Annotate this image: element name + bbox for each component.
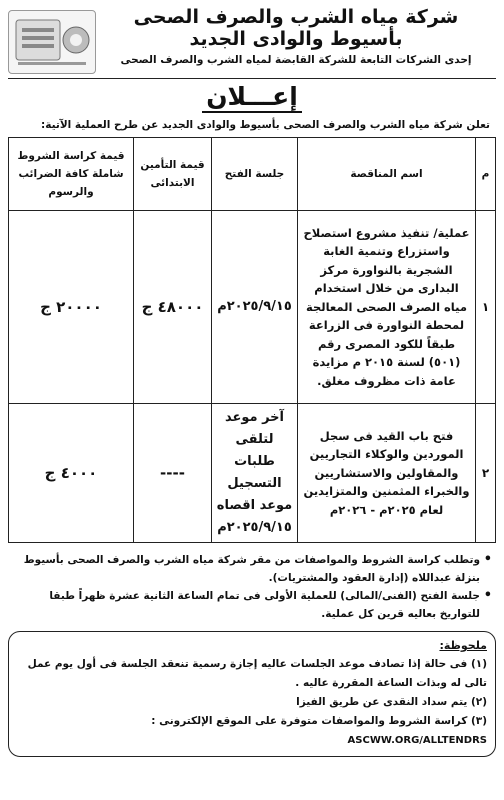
notes-title: ملحوظة: xyxy=(439,639,487,652)
deadline-line: آخر موعد لتلقى xyxy=(224,410,285,447)
company-region: بأسيوط والوادى الجديد xyxy=(189,28,403,50)
note-item: (٢) يتم سداد النقدى عن طريق الفيزا xyxy=(296,696,487,708)
header-price: قيمة كراسة الشروط شاملة كافة الضرائب والرسوم xyxy=(9,138,134,211)
note-item xyxy=(17,712,487,750)
header-opening: جلسة الفتح xyxy=(212,138,298,211)
bullet-icon: • xyxy=(483,588,492,603)
list-item xyxy=(12,587,492,623)
opening-deadline xyxy=(212,404,298,543)
tender-name: عملية/ تنفيذ مشروع استصلاح واستزراع وتنمية الغابة الشجرية بالنواورة مركز البدارى من خلال استخدام مياه الصرف الصحى المعالجة لمحطة النواورة فى الزراعة طبقاً للكود المصرى رقم (٥٠١) لسنة ٢٠١٥ م مزايدة عامة ذات مظروف مغلق. xyxy=(298,211,476,404)
header-text xyxy=(96,4,496,68)
header-insurance: قيمة التأمين الابتدائى xyxy=(134,138,212,211)
insurance-value: ---- xyxy=(134,404,212,543)
booklet-price: ٢٠٠٠٠ ج xyxy=(9,211,134,404)
header-no: م xyxy=(476,138,496,211)
row-no: ٢ xyxy=(476,404,496,543)
insurance-value: ٤٨٠٠٠ ج xyxy=(134,211,212,404)
bullet-icon: • xyxy=(483,552,492,567)
company-name: شركة مياه الشرب والصرف الصحى xyxy=(133,6,459,28)
tender-table xyxy=(8,137,496,543)
tender-name: فتح باب القيد فى سجل الموردين والوكلاء التجاريين والمقاولين والاستشاريين والخبراء المثمنين والمتزايدين لعام ٢٠٢٥م - ٢٠٢٦م xyxy=(298,404,476,543)
note-item-text: (٣) كراسة الشروط والمواصفات متوفرة على الموقع الإلكترونى : xyxy=(151,715,487,727)
title-wrap xyxy=(8,83,496,115)
note-item: (١) فى حالة إذا تصادف موعد الجلسات عاليه إجازة رسمية تنعقد الجلسة فى أول يوم عمل تالى له وبذات الساعة المقررة عاليه . xyxy=(27,658,487,689)
company-logo-icon xyxy=(8,10,96,74)
bullet-text: جلسة الفتح (الفنى/المالى) للعملية الأولى فى تمام الساعة الثانية عشرة ظهراً طبقا للتواريخ بعاليه قرين كل عملية. xyxy=(49,590,480,620)
company-affiliation: إحدى الشركات التابعة للشركة القابضة لمياه الشرب والصرف الصحى xyxy=(120,54,472,66)
booklet-price: ٤٠٠٠ ج xyxy=(9,404,134,543)
announcement-title: إعـــلان xyxy=(202,83,302,113)
header-divider xyxy=(8,78,496,79)
website-link[interactable]: ASCWW.ORG/ALLTENDRS xyxy=(347,735,487,746)
row-no: ١ xyxy=(476,211,496,404)
deadline-line: ٢٠٢٥/٩/١٥م xyxy=(217,520,292,535)
table-row xyxy=(9,211,496,404)
intro-text: تعلن شركة مياه الشرب والصرف الصحى بأسيوط والوادى الجديد عن طرح العملية الآتية: xyxy=(41,119,490,131)
bullet-list xyxy=(8,551,496,623)
header-name: اسم المناقصة xyxy=(298,138,476,211)
deadline-line: طلبات التسجيل xyxy=(227,454,282,491)
bullet-text: وتطلب كراسة الشروط والمواصفات من مقر شركة مياه الشرب والصرف الصحى بأسيوط بنزلة عبداللاه (إدارة العقود والمشتريات). xyxy=(23,554,480,584)
header xyxy=(8,4,496,76)
notes-box xyxy=(8,631,496,757)
opening-date: ٢٠٢٥/٩/١٥م xyxy=(212,211,298,404)
deadline-line: موعد اقصاه xyxy=(216,498,293,513)
table-row xyxy=(9,404,496,543)
table-header-row xyxy=(9,138,496,211)
list-item xyxy=(12,551,492,587)
